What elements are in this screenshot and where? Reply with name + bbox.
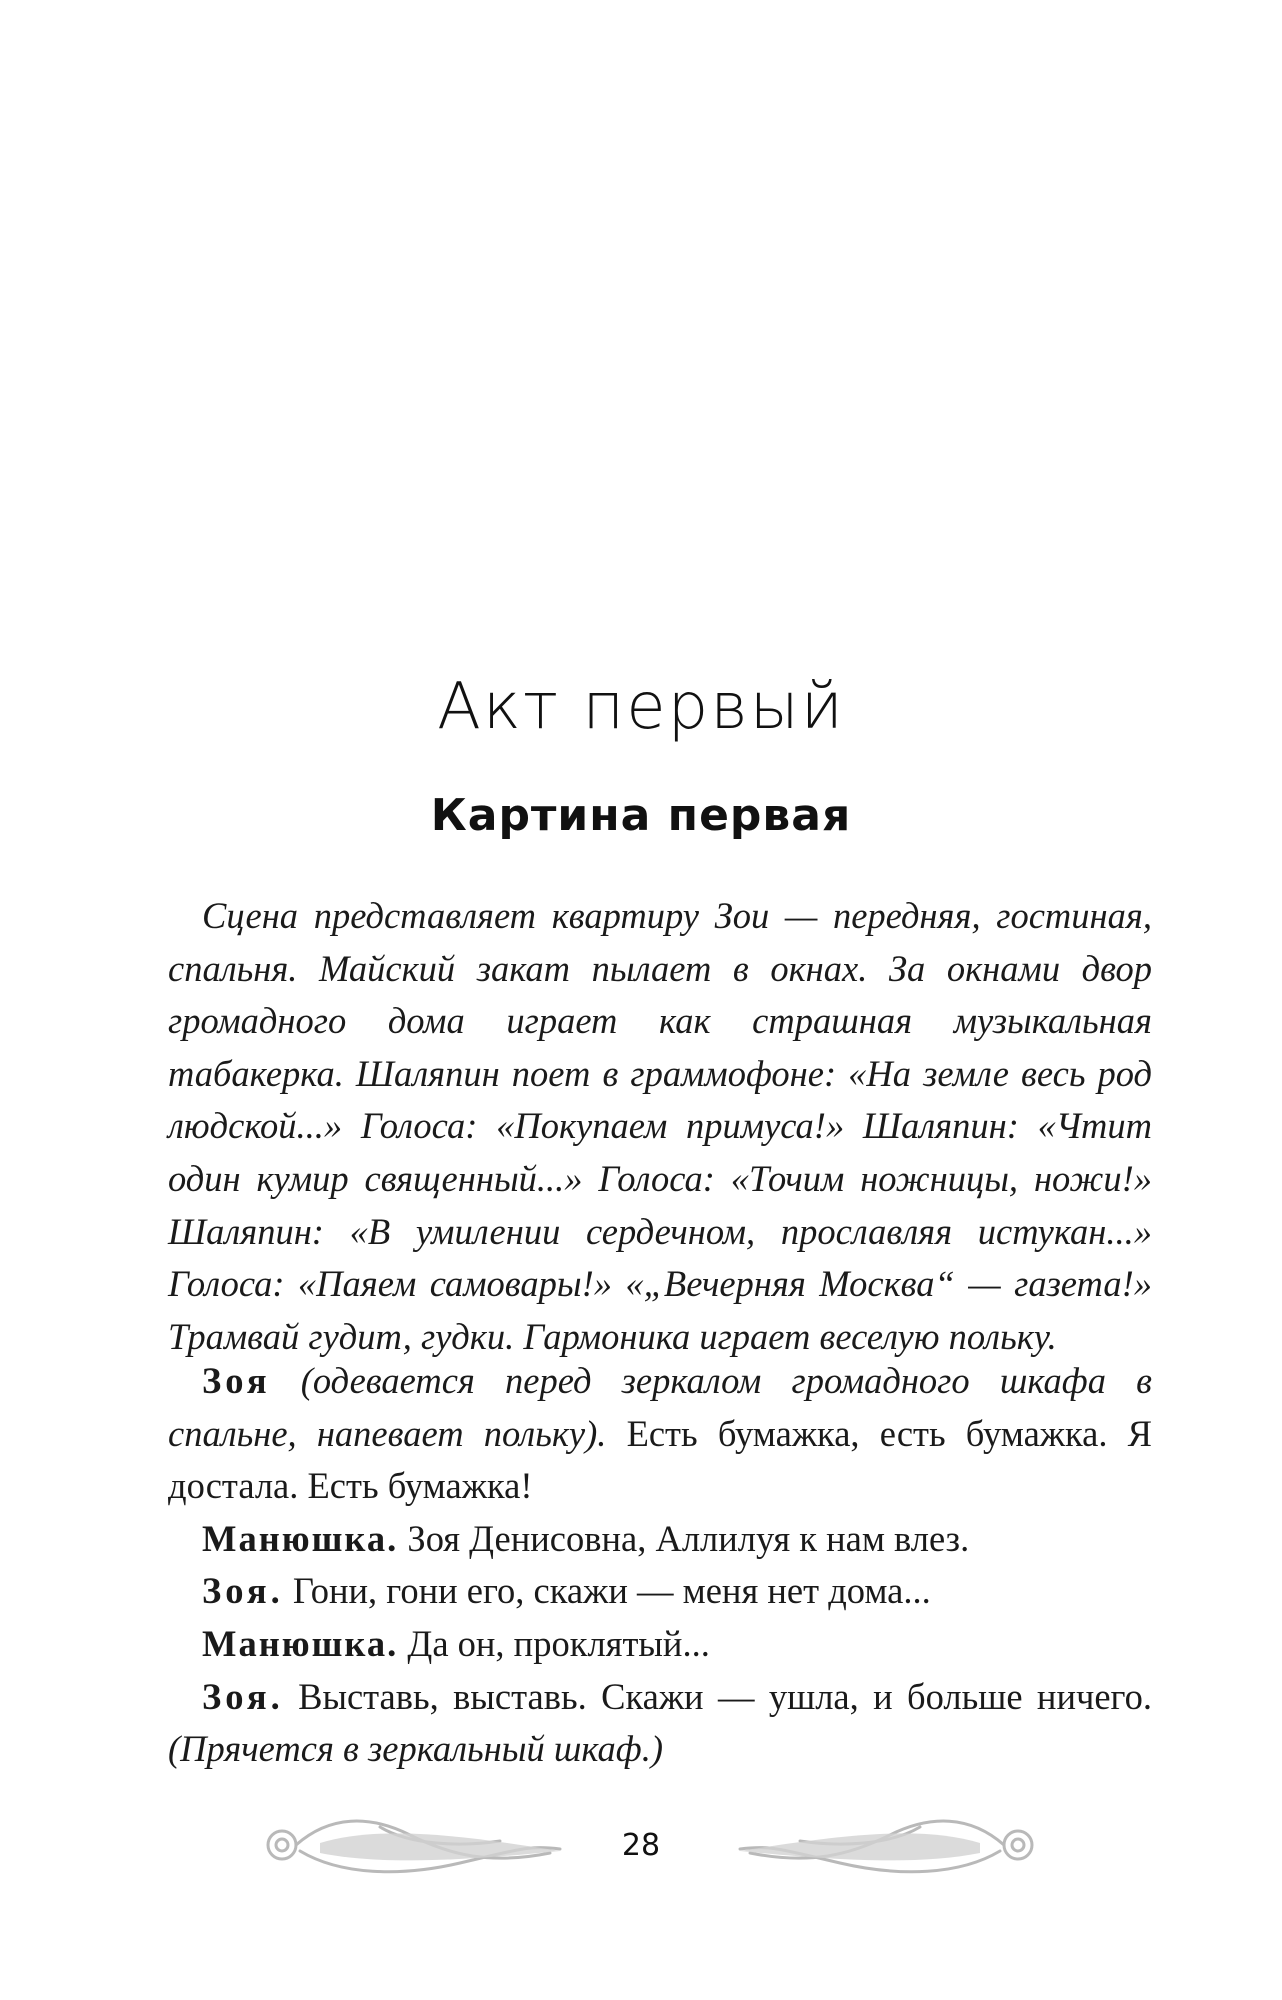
line-text: Зоя Денисовна, Аллилуя к нам влез. bbox=[407, 1517, 970, 1559]
stage-remark: (одевается перед зеркалом громадного шкафа в спальне, напевает польку). bbox=[168, 1360, 1152, 1454]
dialogue-line bbox=[168, 1565, 1152, 1618]
dialogue-line bbox=[168, 1355, 1152, 1513]
speaker-name: Манюшка. bbox=[202, 1517, 399, 1559]
scene-title: Картина первая bbox=[430, 790, 852, 841]
dialogue-line bbox=[168, 1513, 1152, 1566]
line-text: Выставь, выставь. Скажи — ушла, и больше ничего. bbox=[298, 1675, 1152, 1717]
speaker-name: Зоя bbox=[202, 1360, 271, 1401]
act-title: Акт первый bbox=[437, 670, 845, 744]
speaker-name: Зоя. bbox=[202, 1570, 284, 1612]
dialogue-line bbox=[168, 1671, 1152, 1776]
speaker-name: Зоя. bbox=[202, 1675, 284, 1717]
stage-direction-block bbox=[168, 890, 1152, 1363]
stage-remark: (Прячется в зеркальный шкаф.) bbox=[168, 1728, 663, 1770]
speaker-name: Манюшка. bbox=[202, 1622, 399, 1664]
dialogue-block bbox=[168, 1355, 1152, 1776]
page-number: 28 bbox=[621, 1828, 661, 1863]
line-text: Гони, гони его, скажи — меня нет дома... bbox=[292, 1570, 931, 1612]
dialogue-line bbox=[168, 1618, 1152, 1671]
line-text: Есть бумажка, есть бумажка. Я достала. Есть бумажка! bbox=[168, 1412, 1153, 1507]
stage-direction-text: Сцена представляет квартиру Зои — передняя, гостиная, спальня. Майский закат пылает в окнах. За окнами двор громадного дома играет как страшная музыкальная табакерка. Шаляпин поет в граммофоне: «На земле весь род людской...» Голоса: «Покупаем примуса!» Шаляпин: «Чтит один кумир священный...» Голоса: «Точим ножницы, ножи!» Шаляпин: «В умилении сердечном, прославляя истукан...» Голоса: «Паяем самовары!» «„Вечерняя Москва“ — газета!» Трамвай гудит, гудки. Гармоника играет веселую польку. bbox=[168, 895, 1152, 1357]
line-text: Да он, проклятый... bbox=[407, 1622, 710, 1664]
